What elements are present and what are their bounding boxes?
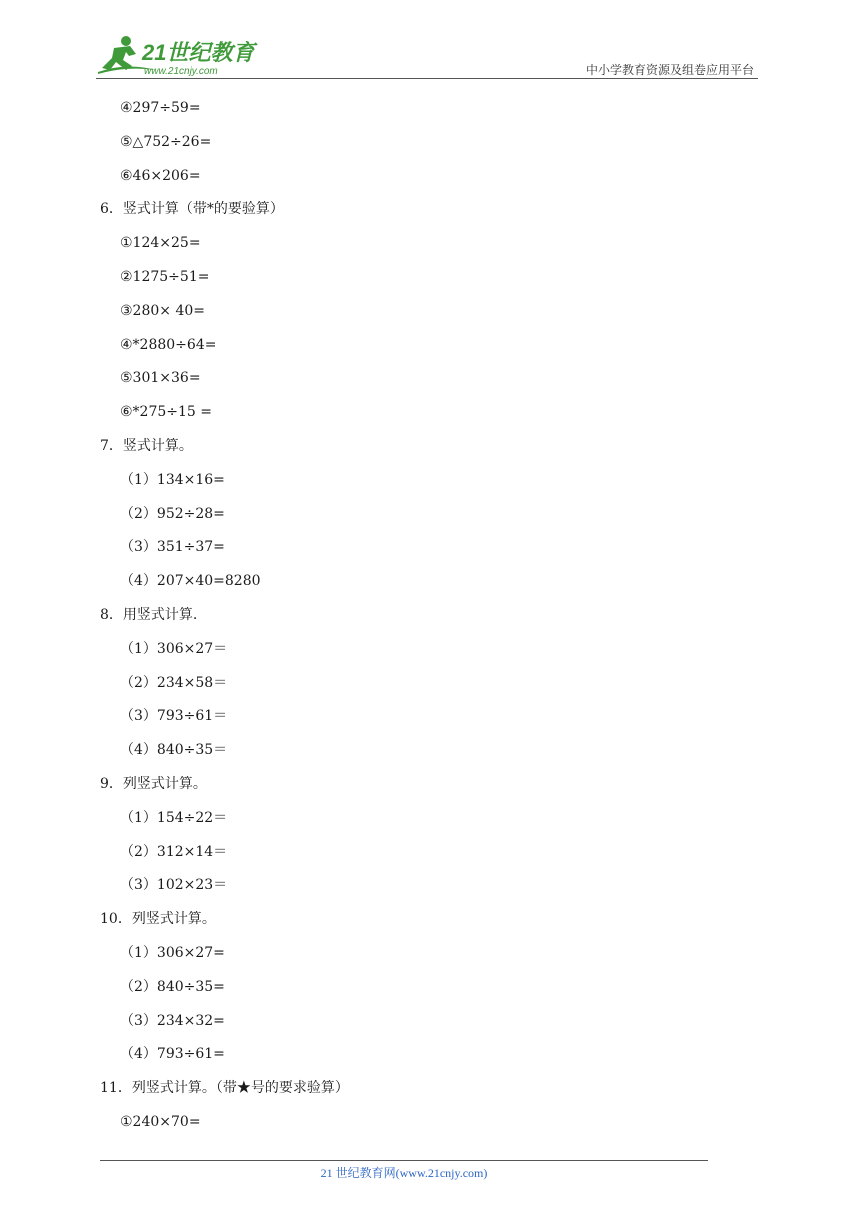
- question-heading: 8．用竖式计算.: [100, 607, 198, 623]
- header-platform-text: 中小学教育资源及组卷应用平台: [585, 63, 754, 77]
- question-heading: 7．竖式计算。: [100, 438, 193, 454]
- header-divider: [96, 78, 758, 79]
- exercise-item: （3）102×23＝: [120, 877, 228, 894]
- exercise-item: ①124×25=: [120, 235, 201, 252]
- exercise-item: ⑤△752÷26=: [120, 133, 212, 150]
- exercise-item: ④297÷59=: [120, 100, 201, 116]
- exercise-item: ⑥*275÷15 =: [120, 404, 212, 421]
- question-heading: 10．列竖式计算。: [100, 911, 216, 928]
- exercise-item: （3）234×32=: [120, 1012, 225, 1029]
- exercise-item: ④*2880÷64=: [120, 336, 217, 353]
- exercise-item: （1）154÷22＝: [120, 809, 228, 826]
- exercise-item: ⑤301×36=: [120, 370, 201, 387]
- exercise-item: （3）793÷61＝: [120, 708, 228, 725]
- exercise-item: （2）840÷35=: [120, 978, 225, 995]
- exercise-item: （2）312×14＝: [120, 843, 228, 860]
- exercise-item: ①240×70=: [120, 1114, 201, 1130]
- exercise-item: （4）840÷35＝: [120, 742, 228, 759]
- page-header: [96, 32, 758, 78]
- svg-text:21世纪教育: 21世纪教育: [142, 40, 255, 65]
- exercise-item: （1）134×16=: [120, 471, 225, 488]
- footer-text: 21 世纪教育网(www.21cnjy.com): [320, 1166, 488, 1180]
- footer-divider: [100, 1160, 708, 1161]
- exercise-item: （4）207×40=8280: [120, 573, 261, 590]
- exercise-item: ⑥46×206=: [120, 167, 201, 184]
- logo-21cnjy: [96, 32, 266, 78]
- question-heading: 6．竖式计算（带*的要验算）: [100, 201, 284, 218]
- exercise-item: （1）306×27=: [120, 945, 225, 961]
- question-heading: 9．列竖式计算。: [100, 776, 207, 792]
- exercise-item: （2）952÷28=: [120, 505, 225, 522]
- svg-text:www.21cnjy.com: www.21cnjy.com: [144, 66, 218, 77]
- exercise-item: ③280× 40=: [120, 302, 205, 319]
- exercise-item: （4）793÷61=: [120, 1046, 225, 1063]
- exercise-item: （1）306×27＝: [120, 640, 228, 657]
- exercise-item: （2）234×58＝: [120, 674, 228, 691]
- exercise-item: （3）351÷37=: [120, 539, 225, 556]
- exercise-item: ②1275÷51=: [120, 269, 210, 285]
- question-heading: 11．列竖式计算。（带★号的要求验算）: [100, 1080, 349, 1097]
